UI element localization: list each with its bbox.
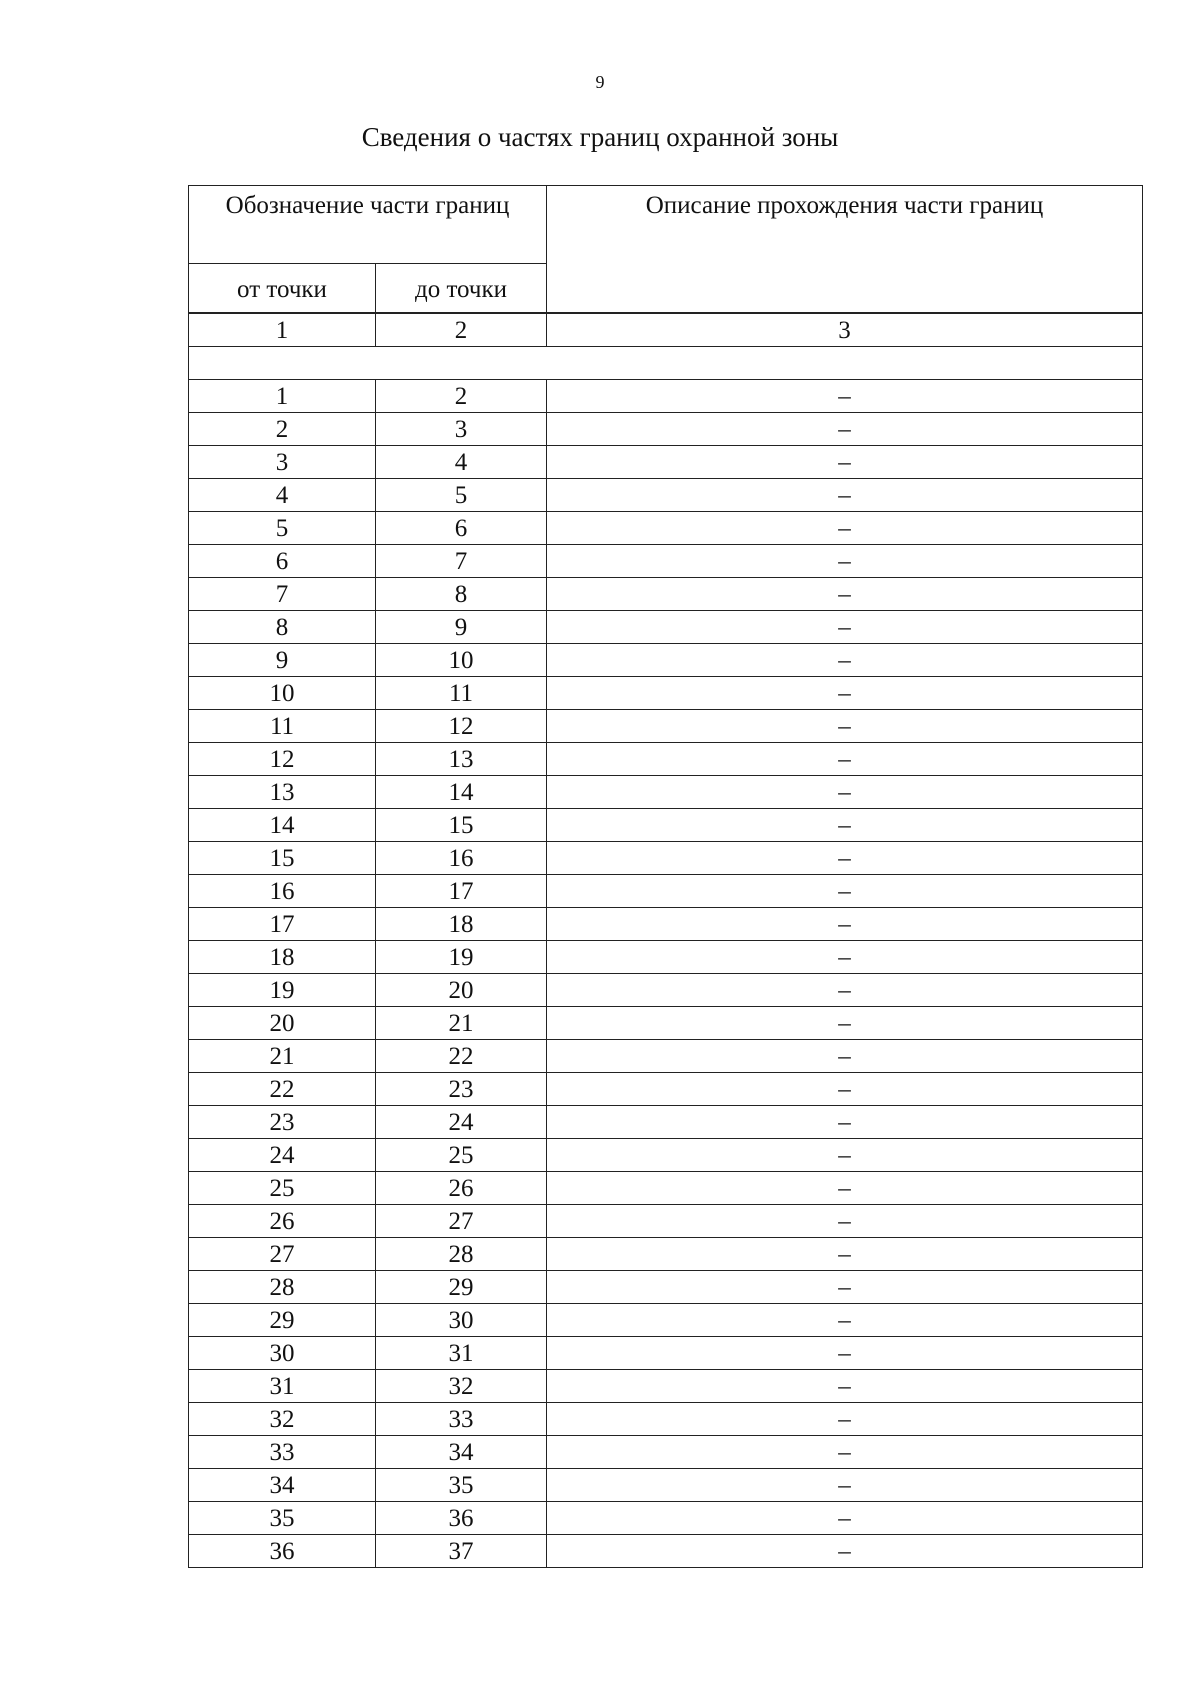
- from-point-cell: 19: [189, 974, 376, 1007]
- description-cell: –: [547, 512, 1143, 545]
- to-point-cell: 25: [376, 1139, 547, 1172]
- description-cell: –: [547, 809, 1143, 842]
- from-point-cell: 11: [189, 710, 376, 743]
- from-point-cell: 24: [189, 1139, 376, 1172]
- description-cell: –: [547, 1139, 1143, 1172]
- from-point-cell: 4: [189, 479, 376, 512]
- to-point-cell: 34: [376, 1436, 547, 1469]
- description-cell: –: [547, 1007, 1143, 1040]
- description-cell: –: [547, 1172, 1143, 1205]
- to-point-cell: 31: [376, 1337, 547, 1370]
- table-row: [189, 1469, 1143, 1502]
- from-point-cell: 26: [189, 1205, 376, 1238]
- to-point-cell: 12: [376, 710, 547, 743]
- table-row: [189, 1403, 1143, 1436]
- from-point-cell: 22: [189, 1073, 376, 1106]
- to-point-cell: 16: [376, 842, 547, 875]
- column-number: 3: [547, 314, 1143, 347]
- description-cell: –: [547, 1436, 1143, 1469]
- table-row: [189, 413, 1143, 446]
- empty-section-cell: [189, 347, 1143, 380]
- table-row: [189, 677, 1143, 710]
- to-point-cell: 6: [376, 512, 547, 545]
- header-row: [189, 186, 1143, 264]
- to-point-cell: 29: [376, 1271, 547, 1304]
- description-cell: –: [547, 1238, 1143, 1271]
- table-row: [189, 512, 1143, 545]
- from-point-cell: 7: [189, 578, 376, 611]
- description-cell: –: [547, 380, 1143, 413]
- header-from-point: от точки: [189, 264, 376, 313]
- table-row: [189, 1304, 1143, 1337]
- table-row: [189, 974, 1143, 1007]
- description-cell: –: [547, 1337, 1143, 1370]
- table-row: [189, 1337, 1143, 1370]
- from-point-cell: 20: [189, 1007, 376, 1040]
- from-point-cell: 27: [189, 1238, 376, 1271]
- from-point-cell: 12: [189, 743, 376, 776]
- from-point-cell: 8: [189, 611, 376, 644]
- table-row: [189, 479, 1143, 512]
- from-point-cell: 36: [189, 1535, 376, 1568]
- description-cell: –: [547, 1370, 1143, 1403]
- description-cell: –: [547, 1403, 1143, 1436]
- from-point-cell: 33: [189, 1436, 376, 1469]
- description-cell: –: [547, 578, 1143, 611]
- to-point-cell: 10: [376, 644, 547, 677]
- from-point-cell: 13: [189, 776, 376, 809]
- table-row: [189, 611, 1143, 644]
- to-point-cell: 14: [376, 776, 547, 809]
- to-point-cell: 36: [376, 1502, 547, 1535]
- description-cell: –: [547, 842, 1143, 875]
- to-point-cell: 22: [376, 1040, 547, 1073]
- from-point-cell: 28: [189, 1271, 376, 1304]
- description-cell: –: [547, 1271, 1143, 1304]
- from-point-cell: 34: [189, 1469, 376, 1502]
- table-row: [189, 875, 1143, 908]
- to-point-cell: 23: [376, 1073, 547, 1106]
- table-row: [189, 1205, 1143, 1238]
- table-row: [189, 941, 1143, 974]
- to-point-cell: 17: [376, 875, 547, 908]
- table-row: [189, 380, 1143, 413]
- from-point-cell: 16: [189, 875, 376, 908]
- table-row: [189, 578, 1143, 611]
- to-point-cell: 26: [376, 1172, 547, 1205]
- table-row: [189, 1238, 1143, 1271]
- to-point-cell: 7: [376, 545, 547, 578]
- description-cell: –: [547, 908, 1143, 941]
- to-point-cell: 9: [376, 611, 547, 644]
- description-cell: –: [547, 1535, 1143, 1568]
- header-boundary-designation: Обозначение части границ: [189, 186, 547, 264]
- to-point-cell: 19: [376, 941, 547, 974]
- description-cell: –: [547, 1469, 1143, 1502]
- boundary-parts-table: [188, 185, 1143, 1568]
- description-cell: –: [547, 710, 1143, 743]
- to-point-cell: 11: [376, 677, 547, 710]
- description-cell: –: [547, 446, 1143, 479]
- description-cell: –: [547, 1304, 1143, 1337]
- from-point-cell: 25: [189, 1172, 376, 1205]
- to-point-cell: 32: [376, 1370, 547, 1403]
- description-cell: –: [547, 413, 1143, 446]
- to-point-cell: 37: [376, 1535, 547, 1568]
- table-row: [189, 1073, 1143, 1106]
- description-cell: –: [547, 479, 1143, 512]
- description-cell: –: [547, 545, 1143, 578]
- table-row: [189, 1535, 1143, 1568]
- to-point-cell: 27: [376, 1205, 547, 1238]
- to-point-cell: 21: [376, 1007, 547, 1040]
- from-point-cell: 1: [189, 380, 376, 413]
- to-point-cell: 5: [376, 479, 547, 512]
- table-row: [189, 545, 1143, 578]
- column-number: 1: [189, 314, 376, 347]
- from-point-cell: 17: [189, 908, 376, 941]
- description-cell: –: [547, 1106, 1143, 1139]
- to-point-cell: 35: [376, 1469, 547, 1502]
- from-point-cell: 9: [189, 644, 376, 677]
- table-row: [189, 1436, 1143, 1469]
- table-row: [189, 1139, 1143, 1172]
- to-point-cell: 8: [376, 578, 547, 611]
- table-row: [189, 1370, 1143, 1403]
- description-cell: –: [547, 644, 1143, 677]
- table-row: [189, 743, 1143, 776]
- description-cell: –: [547, 1502, 1143, 1535]
- to-point-cell: 13: [376, 743, 547, 776]
- description-cell: –: [547, 875, 1143, 908]
- from-point-cell: 29: [189, 1304, 376, 1337]
- from-point-cell: 18: [189, 941, 376, 974]
- table-row: [189, 644, 1143, 677]
- to-point-cell: 28: [376, 1238, 547, 1271]
- to-point-cell: 4: [376, 446, 547, 479]
- from-point-cell: 3: [189, 446, 376, 479]
- header-to-point: до точки: [376, 264, 547, 313]
- description-cell: –: [547, 677, 1143, 710]
- to-point-cell: 24: [376, 1106, 547, 1139]
- to-point-cell: 20: [376, 974, 547, 1007]
- description-cell: –: [547, 776, 1143, 809]
- description-cell: –: [547, 1073, 1143, 1106]
- from-point-cell: 6: [189, 545, 376, 578]
- empty-section-row: [189, 347, 1143, 380]
- table-row: [189, 908, 1143, 941]
- from-point-cell: 32: [189, 1403, 376, 1436]
- from-point-cell: 2: [189, 413, 376, 446]
- table-row: [189, 1502, 1143, 1535]
- description-cell: –: [547, 1205, 1143, 1238]
- description-cell: –: [547, 941, 1143, 974]
- description-cell: –: [547, 974, 1143, 1007]
- header-boundary-description: Описание прохождения части границ: [547, 186, 1143, 313]
- table-row: [189, 776, 1143, 809]
- document-title: Сведения о частях границ охранной зоны: [361, 122, 839, 152]
- to-point-cell: 18: [376, 908, 547, 941]
- to-point-cell: 3: [376, 413, 547, 446]
- to-point-cell: 33: [376, 1403, 547, 1436]
- from-point-cell: 5: [189, 512, 376, 545]
- table-row: [189, 1271, 1143, 1304]
- column-number-row: [189, 314, 1143, 347]
- from-point-cell: 10: [189, 677, 376, 710]
- table-row: [189, 710, 1143, 743]
- from-point-cell: 35: [189, 1502, 376, 1535]
- to-point-cell: 2: [376, 380, 547, 413]
- table-row: [189, 1007, 1143, 1040]
- table-row: [189, 1040, 1143, 1073]
- description-cell: –: [547, 1040, 1143, 1073]
- table-row: [189, 809, 1143, 842]
- from-point-cell: 31: [189, 1370, 376, 1403]
- table-row: [189, 1172, 1143, 1205]
- from-point-cell: 14: [189, 809, 376, 842]
- from-point-cell: 15: [189, 842, 376, 875]
- table-row: [189, 1106, 1143, 1139]
- column-number: 2: [376, 314, 547, 347]
- from-point-cell: 30: [189, 1337, 376, 1370]
- page-number: 9: [595, 72, 605, 92]
- table-row: [189, 446, 1143, 479]
- table-row: [189, 842, 1143, 875]
- from-point-cell: 21: [189, 1040, 376, 1073]
- to-point-cell: 15: [376, 809, 547, 842]
- from-point-cell: 23: [189, 1106, 376, 1139]
- to-point-cell: 30: [376, 1304, 547, 1337]
- description-cell: –: [547, 611, 1143, 644]
- description-cell: –: [547, 743, 1143, 776]
